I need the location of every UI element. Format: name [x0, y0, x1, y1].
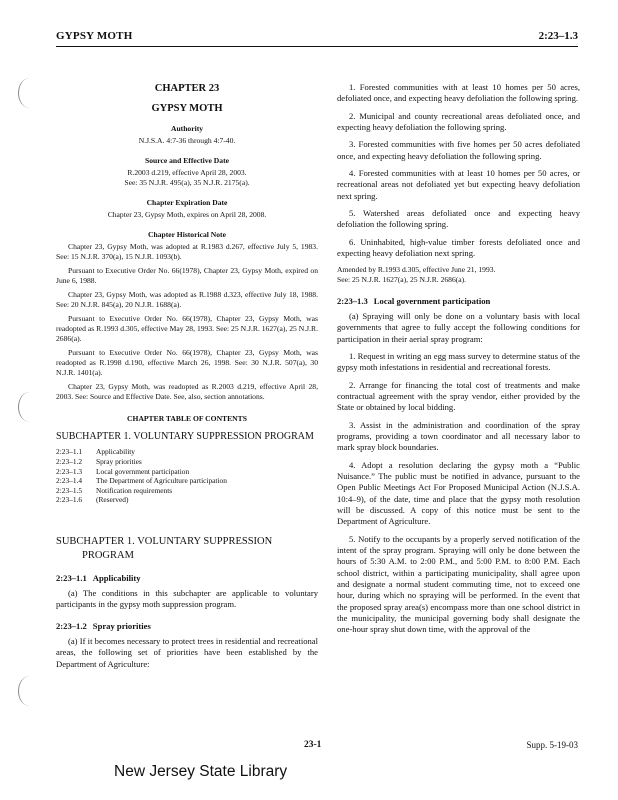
history-note: Chapter 23, Gypsy Moth, was readopted as R.2003 d.219, effective April 28, 2003. See: Source and Effective Date. See, also, section annotations. — [56, 382, 318, 402]
amendment-note — [337, 265, 580, 285]
history-note: Pursuant to Executive Order No. 66(1978), Chapter 23, Gypsy Moth, expired on June 6, 1988. — [56, 265, 318, 285]
chapter-title: GYPSY MOTH — [151, 102, 223, 114]
source-heading: Source and Effective Date — [144, 155, 229, 165]
toc-entry — [56, 476, 318, 486]
section-title: Local government participation — [373, 295, 491, 306]
toc-entry — [56, 486, 318, 496]
authority-heading: Authority — [170, 123, 204, 133]
priority-item: 5. Watershed areas defoliated once and expecting heavy defoliation the following spring. — [337, 208, 580, 230]
section-title: Applicability — [92, 572, 141, 583]
toc-entry — [56, 447, 318, 457]
toc-section-number: 2:23–1.2 — [56, 456, 83, 466]
source-citation: See: 35 N.J.R. 495(a), 35 N.J.R. 2175(a). — [124, 177, 250, 187]
section-text: (a) If it becomes necessary to protect trees in residential and recreational areas, the following set of priorities have been established by the Department of Agriculture: — [56, 636, 318, 669]
section-title: Spray priorities — [92, 620, 151, 631]
condition-item: 4. Adopt a resolution declaring the gypsy moth a “Public Nuisance.” The public must be notified in advance, pursuant to the Open Public Meetings Act For Proposed Municipal Action (N.J.S.A. 10:4–9), of the date, time and place that the gypsy moth resolution will be discussed. A copy of this notice must be sent to the Department of Agriculture. — [337, 459, 580, 527]
priority-item: 3. Forested communities with five homes per 50 acres defoliated once, and expecting heavy defoliation the following spring. — [337, 139, 580, 161]
expiration-text: Chapter 23, Gypsy Moth, expires on April 28, 2008. — [107, 209, 267, 219]
toc-section-number: 2:23–1.4 — [56, 476, 83, 486]
left-column — [56, 82, 318, 676]
punch-hole-mark — [18, 676, 41, 706]
amendment-citation: See: 25 N.J.R. 1627(a), 25 N.J.R. 2686(a). — [337, 275, 467, 285]
priority-item: 4. Forested communities with at least 10 homes per 50 acres, or recreational areas not defoliated yet but expecting heavy defoliation next spring. — [337, 168, 580, 201]
priority-item: 2. Municipal and county recreational areas defoliated once, and expecting heavy defoliation the following spring. — [337, 110, 580, 133]
running-head-section: 2:23–1.3 — [538, 30, 578, 42]
priority-item: 1. Forested communities with at least 10 homes per 50 acres, defoliated once, and expecting heavy defoliation the following spring. — [337, 82, 580, 104]
supplement-date: Supp. 5-19-03 — [526, 740, 578, 750]
toc-section-title: Spray priorities — [96, 456, 142, 466]
toc-section-title: (Reserved) — [96, 495, 129, 505]
toc-entry — [56, 457, 318, 467]
section-text: (a) The conditions in this subchapter are applicable to voluntary participants in the gypsy moth suppression program. — [56, 588, 318, 610]
library-stamp: New Jersey State Library — [114, 763, 288, 780]
section-text: (a) Spraying will only be done on a voluntary basis with local governments that agree to fully accept the following conditions for participation in their aerial spray program: — [337, 310, 580, 344]
subchapter-title: SUBCHAPTER 1. VOLUNTARY SUPPRESSION PROGRAM — [56, 536, 273, 561]
chapter-number: CHAPTER 23 — [154, 83, 220, 94]
history-heading: Chapter Historical Note — [148, 229, 226, 239]
source-text: R.2003 d.219, effective April 28, 2003. — [127, 167, 247, 177]
section-number: 2:23–1.1 — [56, 572, 87, 583]
toc-entry — [56, 495, 318, 505]
history-note: Chapter 23, Gypsy Moth, was adopted at R.1983 d.267, effective July 5, 1983. See: 15 N.J.R. 370(a), 15 N.J.R. 1093(b). — [56, 241, 318, 261]
header-rule — [56, 46, 578, 47]
history-note: Pursuant to Executive Order No. 66(1978), Chapter 23, Gypsy Moth, was readopted as R.1993 d.305, effective May 28, 1993. See: 25 N.J.R. 1627(a), 25 N.J.R. 2686(a). — [56, 313, 318, 343]
toc-heading: CHAPTER TABLE OF CONTENTS — [127, 414, 247, 424]
toc-entry — [56, 467, 318, 477]
toc-subchapter-title: SUBCHAPTER 1. VOLUNTARY SUPPRESSION PROGRAM — [56, 431, 314, 443]
punch-hole-mark — [18, 392, 41, 422]
right-column — [337, 82, 580, 642]
authority-text: N.J.S.A. 4:7-36 through 4:7-40. — [138, 135, 236, 145]
toc-section-title: Applicability — [96, 447, 135, 457]
amendment-text: Amended by R.1993 d.305, effective June 21, 1993. — [337, 265, 496, 275]
history-note: Pursuant to Executive Order No. 66(1978), Chapter 23, Gypsy Moth, was readopted as R.1998 d.190, effective March 26, 1998. See: 30 N.J.R. 507(a), 30 N.J.R. 1401(a). — [56, 347, 318, 378]
toc-section-title: The Department of Agriculture participation — [96, 476, 227, 486]
section-number: 2:23–1.2 — [56, 620, 87, 631]
condition-item: 3. Assist in the administration and coordination of the spray programs, providing a town coordinator and all necessary labor to mark spray block boundaries. — [337, 419, 580, 453]
priority-item: 6. Uninhabited, high-value timber forests defoliated once and expecting heavy defoliation next spring. — [337, 236, 580, 259]
toc-section-number: 2:23–1.5 — [56, 485, 83, 495]
section-heading-1-3 — [337, 296, 580, 307]
running-head-title: GYPSY MOTH — [56, 30, 133, 42]
toc-section-title: Local government participation — [96, 466, 190, 476]
section-heading-1-2 — [56, 621, 318, 632]
condition-item: 2. Arrange for financing the total cost of treatments and make contractual agreement with the spray vendor, either provided by the State or obtained by local bidding. — [337, 379, 580, 413]
toc-section-number: 2:23–1.6 — [56, 495, 83, 505]
toc-section-number: 2:23–1.1 — [56, 447, 83, 457]
expiration-heading: Chapter Expiration Date — [146, 197, 228, 207]
condition-item: 1. Request in writing an egg mass survey to determine status of the gypsy moth infestations in residential and recreational forests. — [337, 350, 580, 373]
toc-section-number: 2:23–1.3 — [56, 466, 83, 476]
toc-section-title: Notification requirements — [96, 485, 173, 495]
section-heading-1-1 — [56, 573, 318, 584]
page-number: 23-1 — [304, 740, 322, 750]
section-number: 2:23–1.3 — [337, 295, 368, 306]
history-note: Chapter 23, Gypsy Moth, was adopted as R.1988 d.323, effective July 18, 1988. See: 20 N.J.R. 845(a), 20 N.J.R. 1688(a). — [56, 289, 318, 309]
punch-hole-mark — [18, 78, 41, 108]
condition-item: 5. Notify to the occupants by a properly served notification of the intent of the spray program. Spraying will only be done between the hours of 5:30 A.M. to 2:00 P.M., and 5:00 P.M. to 8:00 P.M. Each school district, within a participating municipality, shall agree upon and designate a normal student commuting time, not to exceed one hour, during which no spraying will be performed. In the event that the proposed spray area(s) encompass more than one school district in the municipality, the municipal governing body shall designate the one-hour spray shut down time, with the approval of the — [337, 533, 580, 635]
